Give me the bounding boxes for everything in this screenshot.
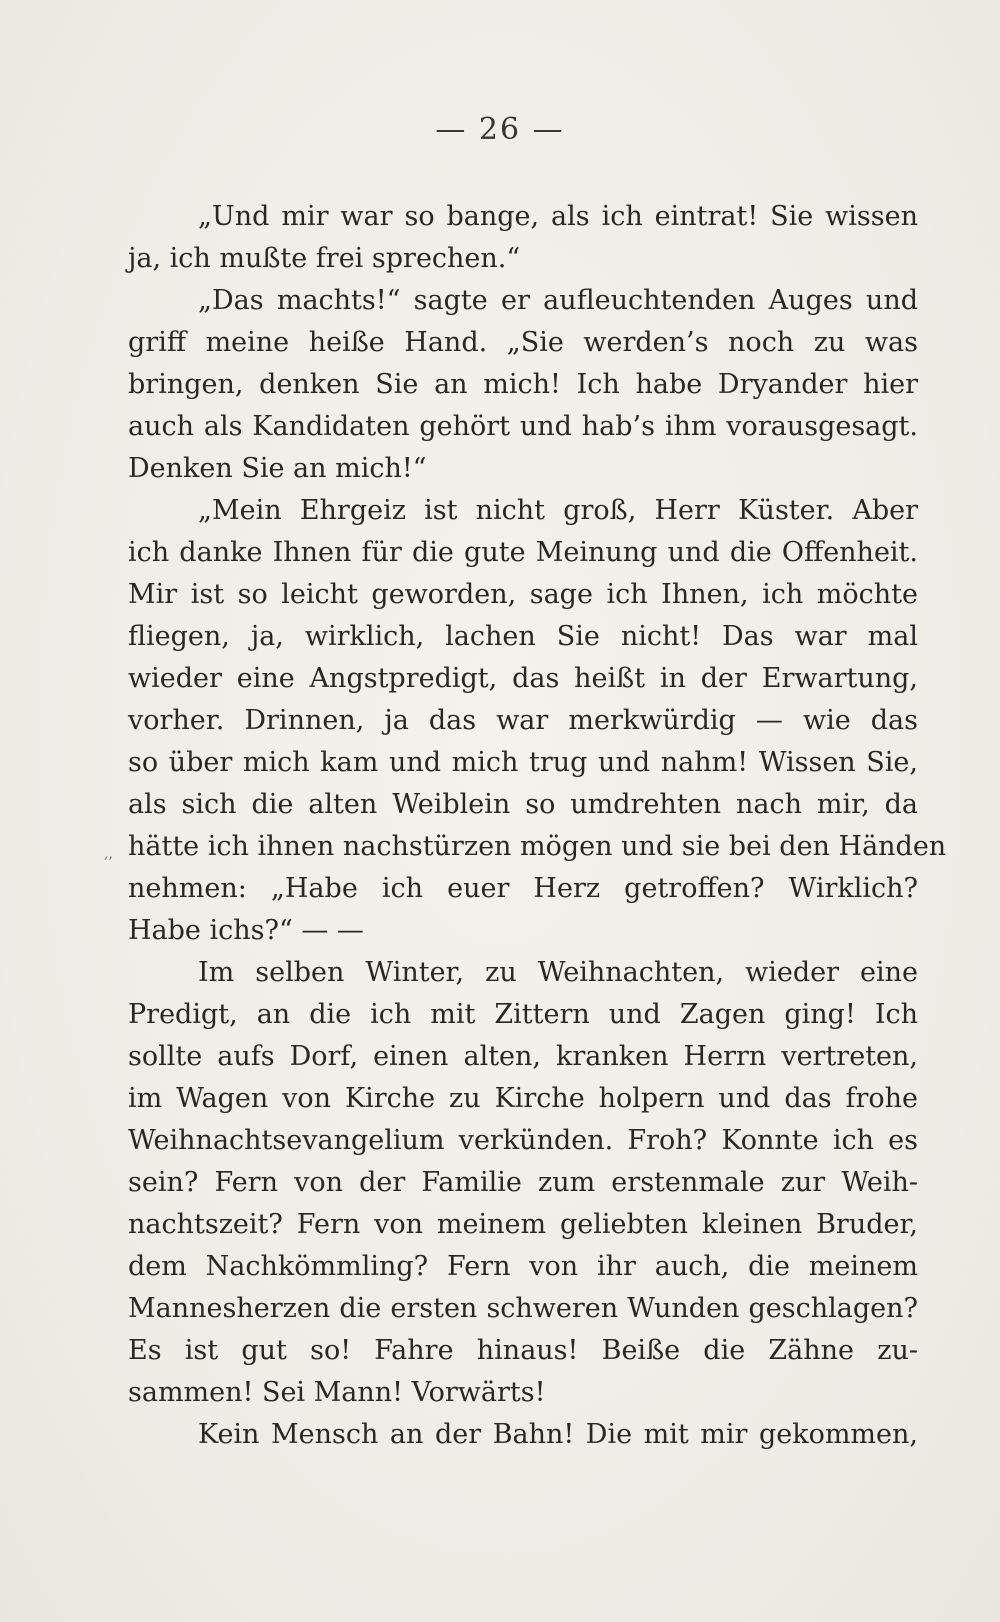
text-line: bringen, denken Sie an mich! Ich habe Dryander hier: [128, 369, 918, 400]
text-line: „Und mir war so bange, als ich eintrat! Sie wissen: [198, 201, 918, 232]
text-line: Mannesherzen die ersten schweren Wunden geschlagen?: [128, 1293, 918, 1324]
text-line: Predigt, an die ich mit Zittern und Zagen ging! Ich: [128, 999, 918, 1030]
text-line: Im selben Winter, zu Weihnachten, wieder eine: [198, 957, 918, 988]
text-line: „Das machts!“ sagte er aufleuchtenden Auges und: [198, 285, 918, 316]
text-line: als sich die alten Weiblein so umdrehten nach mir, da: [128, 789, 918, 820]
text-line: Habe ichs?“ — —: [128, 915, 364, 946]
text-line: auch als Kandidaten gehört und hab’s ihm vorausgesagt.: [128, 411, 918, 442]
text-line: „Mein Ehrgeiz ist nicht groß, Herr Küster. Aber: [198, 495, 918, 526]
text-line: vorher. Drinnen, ja das war merkwürdig — wie das: [128, 705, 918, 736]
text-line: ja, ich mußte frei sprechen.“: [128, 243, 521, 274]
text-line: im Wagen von Kirche zu Kirche holpern und das frohe: [128, 1083, 918, 1114]
text-line: Denken Sie an mich!“: [128, 453, 427, 484]
text-line: fliegen, ja, wirklich, lachen Sie nicht! Das war mal: [128, 621, 918, 652]
text-line: Mir ist so leicht geworden, sage ich Ihnen, ich möchte: [128, 579, 918, 610]
body-text: [128, 196, 947, 1456]
text-line: sein? Fern von der Familie zum erstenmale zur Weih-: [128, 1167, 918, 1198]
text-line: so über mich kam und mich trug und nahm! Wissen Sie,: [128, 747, 918, 778]
text-line: dem Nachkömmling? Fern von ihr auch, die meinem: [128, 1251, 918, 1282]
text-line: Weihnachtsevangelium verkünden. Froh? Konnte ich es: [128, 1125, 918, 1156]
text-line: ich danke Ihnen für die gute Meinung und die Offenheit.: [128, 537, 918, 568]
text-line: sammen! Sei Mann! Vorwärts!: [128, 1377, 546, 1408]
text-line: Es ist gut so! Fahre hinaus! Beiße die Zähne zu-: [128, 1335, 918, 1366]
page-number: — 26 —: [435, 112, 565, 147]
text-line: nehmen: „Habe ich euer Herz getroffen? Wirklich?: [128, 873, 918, 904]
text-line: griff meine heiße Hand. „Sie werden’s noch zu was: [128, 327, 918, 358]
text-line: wieder eine Angstpredigt, das heißt in der Erwartung,: [128, 663, 918, 694]
text-line: sollte aufs Dorf, einen alten, kranken Herrn vertreten,: [128, 1041, 918, 1072]
margin-mark: ,,: [104, 846, 113, 862]
text-line: Kein Mensch an der Bahn! Die mit mir gekommen,: [198, 1419, 918, 1450]
text-line: nachtszeit? Fern von meinem geliebten kleinen Bruder,: [128, 1209, 918, 1240]
text-line: hätte ich ihnen nachstürzen mögen und sie bei den Händen: [128, 831, 947, 862]
